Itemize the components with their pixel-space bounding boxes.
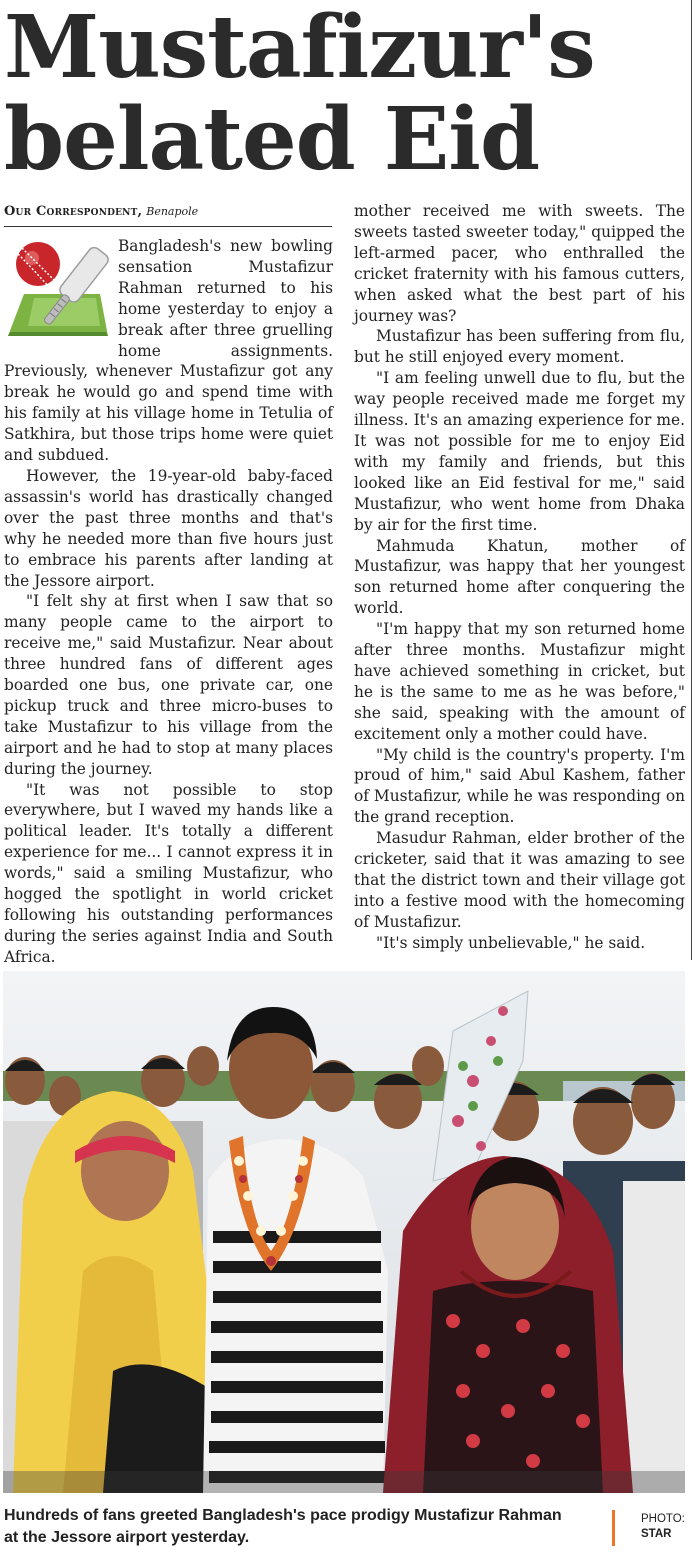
paragraph: Mahmuda Khatun, mother of Mustafizur, was happy that her youngest son returned home after conquering the world. [354,536,685,618]
byline-location: Benapole [146,205,199,218]
news-photo [3,971,685,1493]
article-column-2 [354,201,685,954]
paragraph: "It's simply unbelievable," he said. [376,933,646,952]
paragraph: "I am feeling unwell due to flu, but the way people received made me forget my illness. It's an amazing experience for me. It was not possible for me to enjoy Eid with my family and friends, but this looked like an Eid festival for me," said Mustafizur, who went home from Dhaka by air for the first time. [354,369,685,534]
paragraph: Mustafizur has been suffering from flu, but he still enjoyed every moment. [354,327,685,367]
paragraph: However, the 19-year-old baby-faced assassin's world has drastically changed over the past three months and that's why he needed more than five hours just to embrace his parents after landing at the Jessore airport. [4,466,333,590]
crowd-photo-illustration [3,971,685,1493]
paragraph: mother received me with sweets. The sweets tasted sweeter today," quipped the left-armed pacer, who enthralled the cricket fraternity with his famous cutters, when asked what the best part of his journey was? [354,202,685,325]
page-edge-rule [691,0,692,960]
paragraph: "My child is the country's property. I'm proud of him," said Abul Kashem, father of Mustafizur, while he was responding on the grand reception. [354,745,685,827]
cricket-ball-and-bat-icon [4,236,112,340]
paragraph: "I'm happy that my son returned home after three months. Mustafizur might have achieved something in cricket, but he is the same to me as he was before," she said, speaking with the amount of excitement only a mother could have. [354,620,685,743]
photo-credit [641,1512,685,1542]
byline-author: Our Correspondent, [4,204,143,219]
headline: Mustafizur's belated Eid [4,0,595,190]
credit-divider [612,1510,615,1546]
byline [4,202,332,227]
article-column-1 [4,236,333,989]
paragraph: Bangladesh's new bowling sensation Mustafizur Rahman returned to his home yesterday to enjoy a break after three gruelling home assignments. Previously, whenever Mustafizur got any break he would go and spend time with his family at his village home in Tetulia of Satkhira, but those trips home were quiet and subdued. [4,237,333,465]
photo-credit-label: PHOTO: [641,1513,685,1525]
paragraph: "It was not possible to stop everywhere, but I waved my hands like a political leader. It's totally a different experience for me... I cannot express it in words," said a smiling Mustafizur, who hogged the spotlight in world cricket following his outstanding performances during the series against India and South Africa. [4,780,333,966]
photo-credit-source: STAR [641,1528,672,1540]
paragraph: Masudur Rahman, elder brother of the cricketer, said that it was amazing to see that the district town and their village got into a festive mood with the homecoming of Mustafizur. [354,829,685,931]
photo-caption: Hundreds of fans greeted Bangladesh's pace prodigy Mustafizur Rahman at the Jessore airport yesterday. [4,1507,562,1546]
paragraph: "I felt shy at first when I saw that so many people came to the airport to receive me," said Mustafizur. Near about three hundred fans of different ages boarded one bus, one private car, one pickup truck and three micro-buses to take Mustafizur to his village from the airport and he had to stop at many places during the journey. [4,592,333,778]
